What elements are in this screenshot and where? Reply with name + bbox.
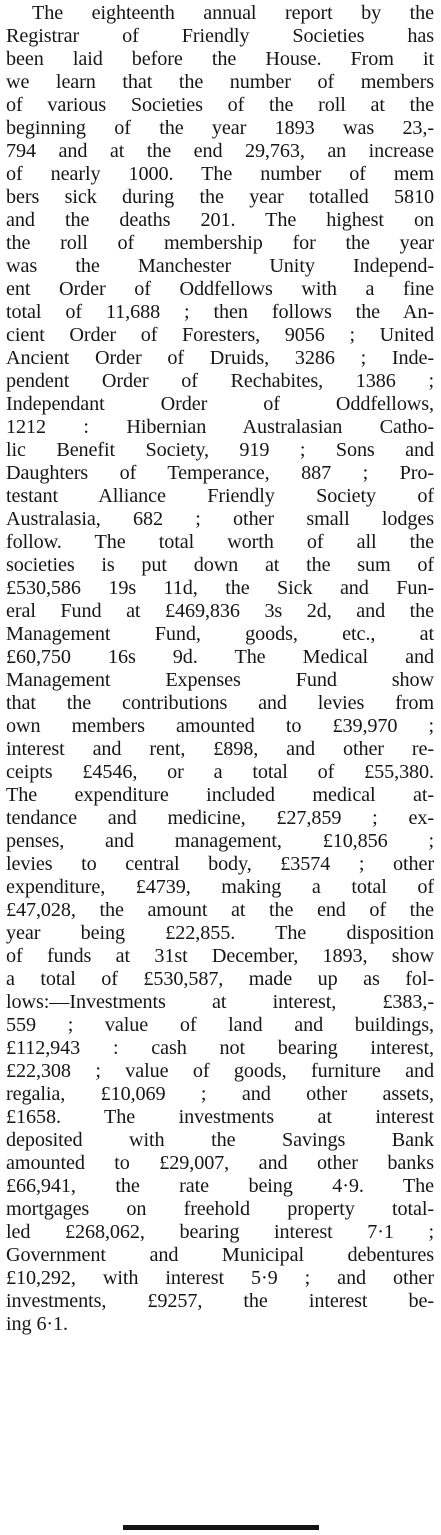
article-line: of funds at 31st December, 1893, show <box>6 945 434 967</box>
article-line: beginning of the year 1893 was 23,- <box>6 117 434 139</box>
article-line: that the contributions and levies from <box>6 692 434 714</box>
article-line: regalia, £10,069 ; and other assets, <box>6 1083 434 1105</box>
article-line: tendance and medicine, £27,859 ; ex- <box>6 807 434 829</box>
article-line: cient Order of Foresters, 9056 ; United <box>6 324 434 346</box>
article-line: Management Expenses Fund show <box>6 669 434 691</box>
article-line: amounted to £29,007, and other banks <box>6 1152 434 1174</box>
article-line: The expenditure included medical at- <box>6 784 434 806</box>
article-line: £1658. The investments at interest <box>6 1106 434 1128</box>
article-line: lows:—Investments at interest, £383,- <box>6 991 434 1013</box>
article-line: testant Alliance Friendly Society of <box>6 485 434 507</box>
article-line: penses, and management, £10,856 ; <box>6 830 434 852</box>
article-line: ent Order of Oddfellows with a fine <box>6 278 434 300</box>
article-line: Registrar of Friendly Societies has <box>6 25 434 47</box>
article-line: £22,308 ; value of goods, furniture and <box>6 1060 434 1082</box>
article-line: expenditure, £4739, making a total of <box>6 876 434 898</box>
article-line: levies to central body, £3574 ; other <box>6 853 434 875</box>
article-line: Management Fund, goods, etc., at <box>6 623 434 645</box>
article-line: deposited with the Savings Bank <box>6 1129 434 1151</box>
article-line: of nearly 1000. The number of mem <box>6 163 434 185</box>
article-line: and the deaths 201. The highest on <box>6 209 434 231</box>
article-column <box>6 2 434 1336</box>
article-line: follow. The total worth of all the <box>6 531 434 553</box>
article-line: of various Societies of the roll at the <box>6 94 434 116</box>
article-line: own members amounted to £39,970 ; <box>6 715 434 737</box>
article-line: Daughters of Temperance, 887 ; Pro- <box>6 462 434 484</box>
article-line: investments, £9257, the interest be- <box>6 1290 434 1312</box>
article-line: £530,586 19s 11d, the Sick and Fun- <box>6 577 434 599</box>
article-line: £10,292, with interest 5·9 ; and other <box>6 1267 434 1289</box>
article-line: £60,750 16s 9d. The Medical and <box>6 646 434 668</box>
article-line: eral Fund at £469,836 3s 2d, and the <box>6 600 434 622</box>
article-line: was the Manchester Unity Independ- <box>6 255 434 277</box>
section-divider-rule <box>123 1525 319 1530</box>
article-line: £112,943 : cash not bearing interest, <box>6 1037 434 1059</box>
article-line: interest and rent, £898, and other re- <box>6 738 434 760</box>
article-line: the roll of membership for the year <box>6 232 434 254</box>
article-line: £66,941, the rate being 4·9. The <box>6 1175 434 1197</box>
article-line: we learn that the number of members <box>6 71 434 93</box>
article-line: societies is put down at the sum of <box>6 554 434 576</box>
article-line: lic Benefit Society, 919 ; Sons and <box>6 439 434 461</box>
article-line: Ancient Order of Druids, 3286 ; Inde- <box>6 347 434 369</box>
article-line: Government and Municipal debentures <box>6 1244 434 1266</box>
article-line: led £268,062, bearing interest 7·1 ; <box>6 1221 434 1243</box>
article-line: 559 ; value of land and buildings, <box>6 1014 434 1036</box>
article-line: total of 11,688 ; then follows the An- <box>6 301 434 323</box>
article-line: pendent Order of Rechabites, 1386 ; <box>6 370 434 392</box>
article-line: bers sick during the year totalled 5810 <box>6 186 434 208</box>
article-line: ing 6·1. <box>6 1313 69 1335</box>
article-line: mortgages on freehold property total- <box>6 1198 434 1220</box>
article-line: Independant Order of Oddfellows, <box>6 393 434 415</box>
article-line: 1212 : Hibernian Australasian Catho- <box>6 416 434 438</box>
article-line: a total of £530,587, made up as fol- <box>6 968 434 990</box>
article-line: Australasia, 682 ; other small lodges <box>6 508 434 530</box>
article-line: year being £22,855. The disposition <box>6 922 434 944</box>
article-line: The eighteenth annual report by the <box>32 2 434 24</box>
article-line: 794 and at the end 29,763, an increase <box>6 140 434 162</box>
article-line: been laid before the House. From it <box>6 48 434 70</box>
article-line: ceipts £4546, or a total of £55,380. <box>6 761 434 783</box>
article-line: £47,028, the amount at the end of the <box>6 899 434 921</box>
